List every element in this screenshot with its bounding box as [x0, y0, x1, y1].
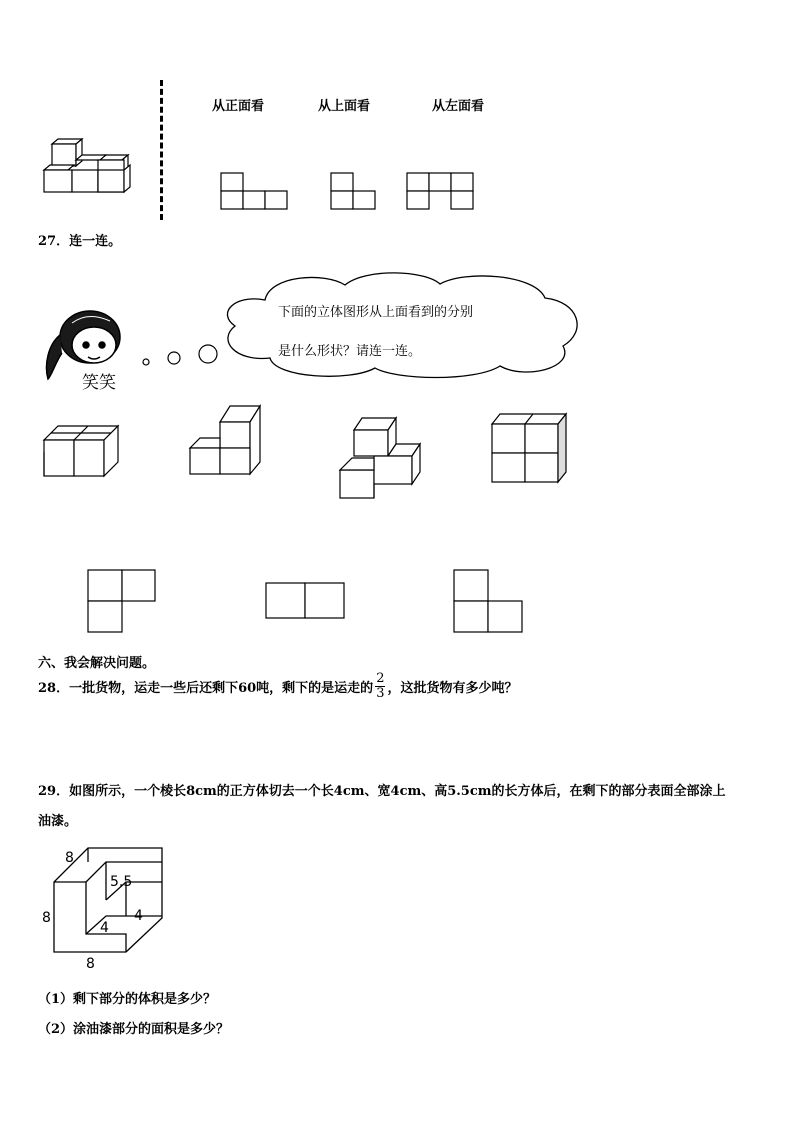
plane-view-2 [265, 582, 347, 620]
plane-view-1 [87, 569, 157, 635]
q27-title: 27．连一连。 [38, 234, 122, 249]
section-6-title: 六、我会解决问题。 [38, 656, 156, 671]
fig-label-top: 8 [65, 850, 74, 866]
view-front-label: 从正面看 [212, 99, 265, 114]
character-name: 笑笑 [82, 373, 116, 393]
q29-line-1: 29．如图所示，一个棱长8cm的正方体切去一个长4cm、宽4cm、高5.5cm的长方体后，在剩下的部分表面全部涂上 [38, 784, 726, 799]
solid-figure-1 [42, 424, 126, 480]
view-left-label: 从左面看 [432, 99, 485, 114]
q28-text-before: 28．一批货物，运走一些后还剩下60吨，剩下的是运走的 [38, 681, 374, 696]
solid-figure-3 [338, 414, 430, 500]
q28-fraction [375, 672, 385, 701]
view-top-label: 从上面看 [318, 99, 371, 114]
fig-label-bottom: 8 [86, 956, 95, 972]
solid-figure-2 [188, 404, 268, 480]
q29-line-2: 油漆。 [38, 814, 78, 829]
q28-text-after: ，这批货物有多少吨？ [387, 681, 518, 696]
q29-sub-2: （2）涂油漆部分的面积是多少？ [38, 1022, 230, 1037]
front-view-grid [220, 172, 288, 210]
top-view-grid [330, 172, 376, 210]
fig-label-left: 8 [42, 910, 51, 926]
fig-label-inner-bottom: 4 [100, 920, 109, 936]
plane-view-3 [453, 569, 525, 635]
speech-line-1: 下面的立体图形从上面看到的分别 [278, 305, 474, 320]
dashed-divider [160, 80, 163, 220]
speech-cloud [215, 270, 585, 380]
fraction-denominator: 3 [376, 686, 385, 701]
cube-stack-figure [40, 138, 140, 198]
left-view-grid [406, 172, 474, 210]
speech-line-2: 是什么形状？请连一连。 [278, 344, 422, 359]
fig-label-inner-height: 5.5 [110, 874, 133, 890]
fig-label-inner-right: 4 [134, 908, 143, 924]
thought-bubbles [138, 340, 223, 370]
cut-cube-figure [40, 842, 180, 972]
fraction-numerator: 2 [376, 671, 385, 686]
solid-figure-4 [490, 412, 570, 486]
q29-sub-1: （1）剩下部分的体积是多少？ [38, 992, 217, 1007]
q28-question [38, 672, 517, 701]
